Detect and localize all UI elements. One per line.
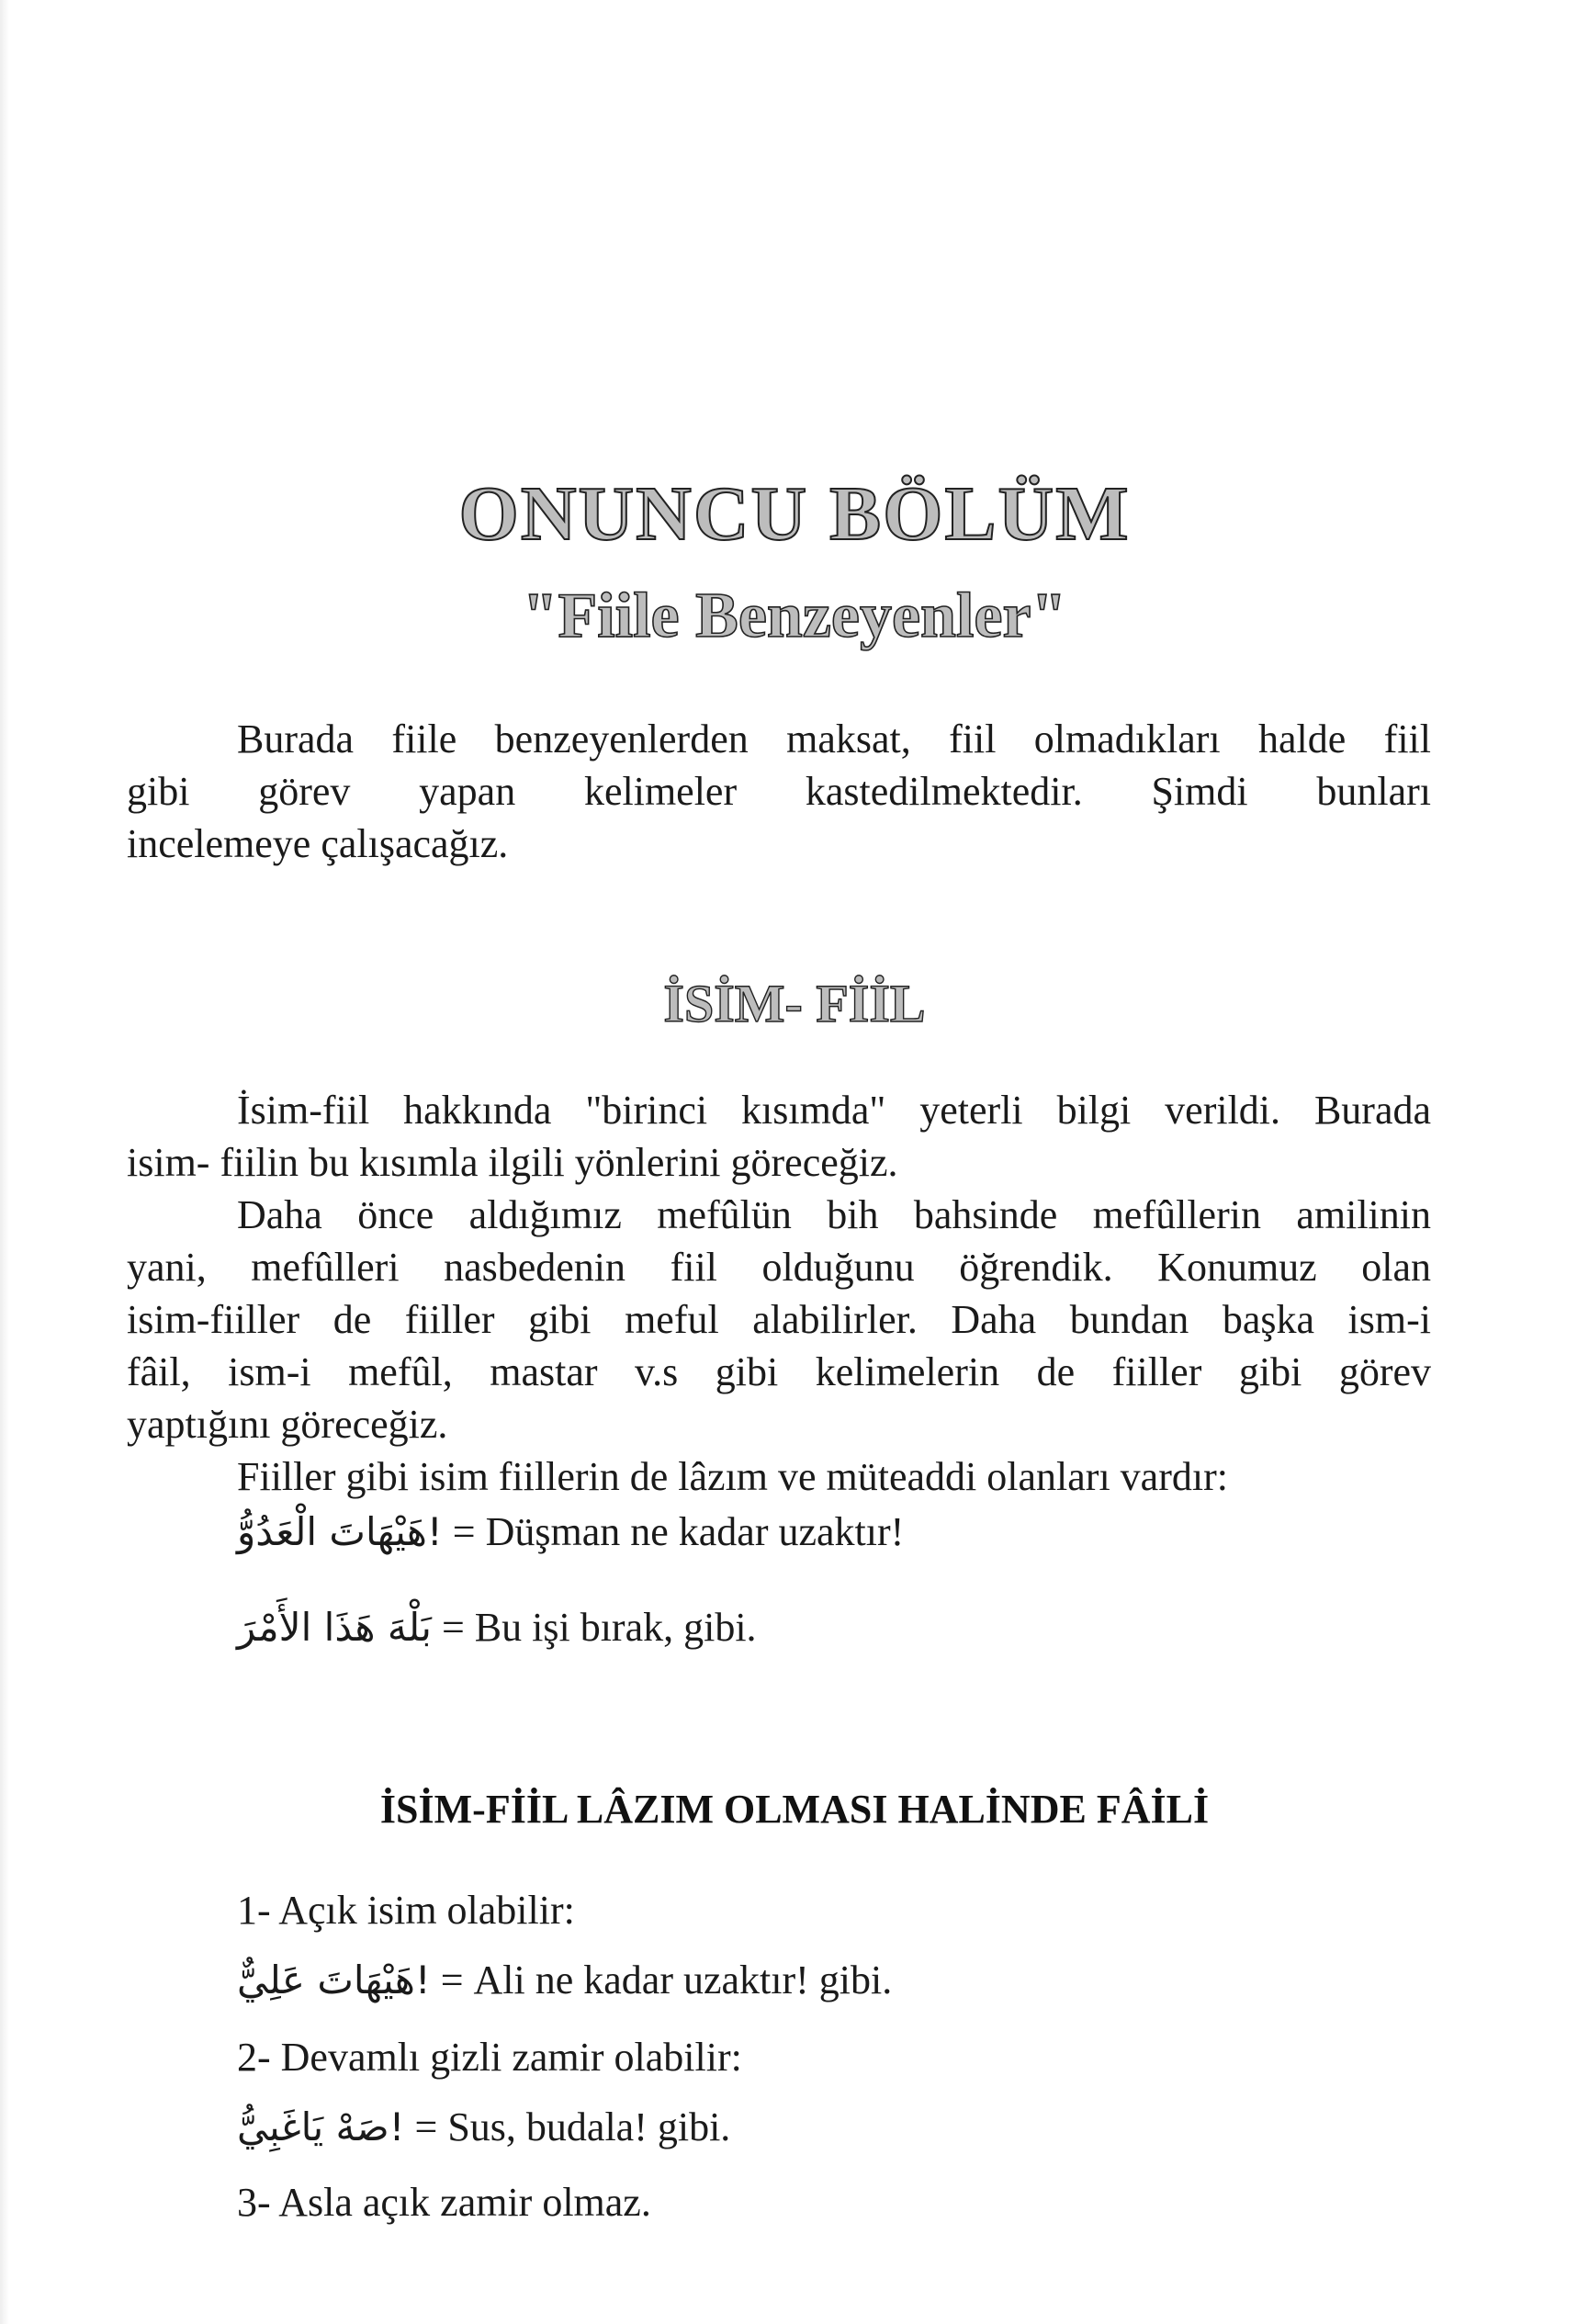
intro-line: Burada fiile benzeyenlerden maksat, fiil olmadıkları halde fiil: [237, 716, 1431, 762]
list-item: 2- Devamlı gizli zamir olabilir:: [237, 2035, 742, 2080]
intro-paragraph: [127, 713, 1431, 870]
arabic-example: !هَيْهَاتَ عَلِيٌّ: [237, 1957, 431, 2002]
chapter-title: ONUNCU BÖLÜM: [458, 471, 1131, 557]
section-heading-isim-fiil: İSİM- FİİL: [663, 974, 926, 1033]
example-meaning: = Bu işi bırak, gibi.: [441, 1605, 757, 1650]
section-heading-lazim: İSİM-FİİL LÂZIM OLMASI HALİNDE FÂİLİ: [379, 1787, 1210, 1832]
paragraph-line: Daha önce aldığımız mefûlün bih bahsinde mefûllerin amilinin: [237, 1192, 1431, 1237]
section1-paragraph-1: [127, 1084, 1431, 1189]
example-row: [237, 1509, 905, 1554]
section1-paragraph-3: [127, 1450, 1431, 1503]
list-item: 3- Asla açık zamir olmaz.: [237, 2180, 651, 2225]
chapter-subtitle: "Fiile Benzeyenler": [522, 581, 1067, 651]
example-row: [237, 1605, 757, 1650]
paragraph-line: isim- fiilin bu kısımla ilgili yönlerini göreceğiz.: [127, 1140, 898, 1185]
arabic-example: !هَيْهَاتَ الْعَدُوُّ: [237, 1509, 443, 1554]
list-item: 1- Açık isim olabilir:: [237, 1888, 575, 1933]
arabic-example: !صَهْ يَاغَبِيُّ: [237, 2104, 405, 2149]
arabic-example: بَلْهَ هَذَا الأَمْرَ: [237, 1605, 432, 1650]
paragraph-line: isim-fiiller de fiiller gibi meful alabilirler. Daha bundan başka ism-i: [127, 1297, 1431, 1342]
paragraph-line: yani, mefûlleri nasbedenin fiil olduğunu öğrendik. Konumuz olan: [127, 1245, 1431, 1290]
list-item-example: [237, 2104, 731, 2149]
example-meaning: = Düşman ne kadar uzaktır!: [452, 1509, 905, 1554]
paragraph-line: yaptığını göreceğiz.: [127, 1402, 448, 1447]
paragraph-line: fâil, ism-i mefûl, mastar v.s gibi kelimelerin de fiiller gibi görev: [127, 1349, 1431, 1394]
paragraph-line: Fiiller gibi isim fiillerin de lâzım ve müteaddi olanları vardır:: [237, 1454, 1228, 1499]
scan-edge-shadow: [0, 0, 9, 2324]
example-meaning: = Ali ne kadar uzaktır! gibi.: [440, 1957, 893, 2002]
example-meaning: = Sus, budala! gibi.: [414, 2104, 731, 2149]
intro-line: incelemeye çalışacağız.: [127, 821, 509, 866]
section1-paragraph-2: [127, 1189, 1431, 1450]
list-item-example: [237, 1957, 893, 2002]
paragraph-line: İsim-fiil hakkında "birinci kısımda" yeterli bilgi verildi. Burada: [237, 1088, 1431, 1133]
intro-line: gibi görev yapan kelimeler kastedilmektedir. Şimdi bunları: [127, 769, 1431, 814]
